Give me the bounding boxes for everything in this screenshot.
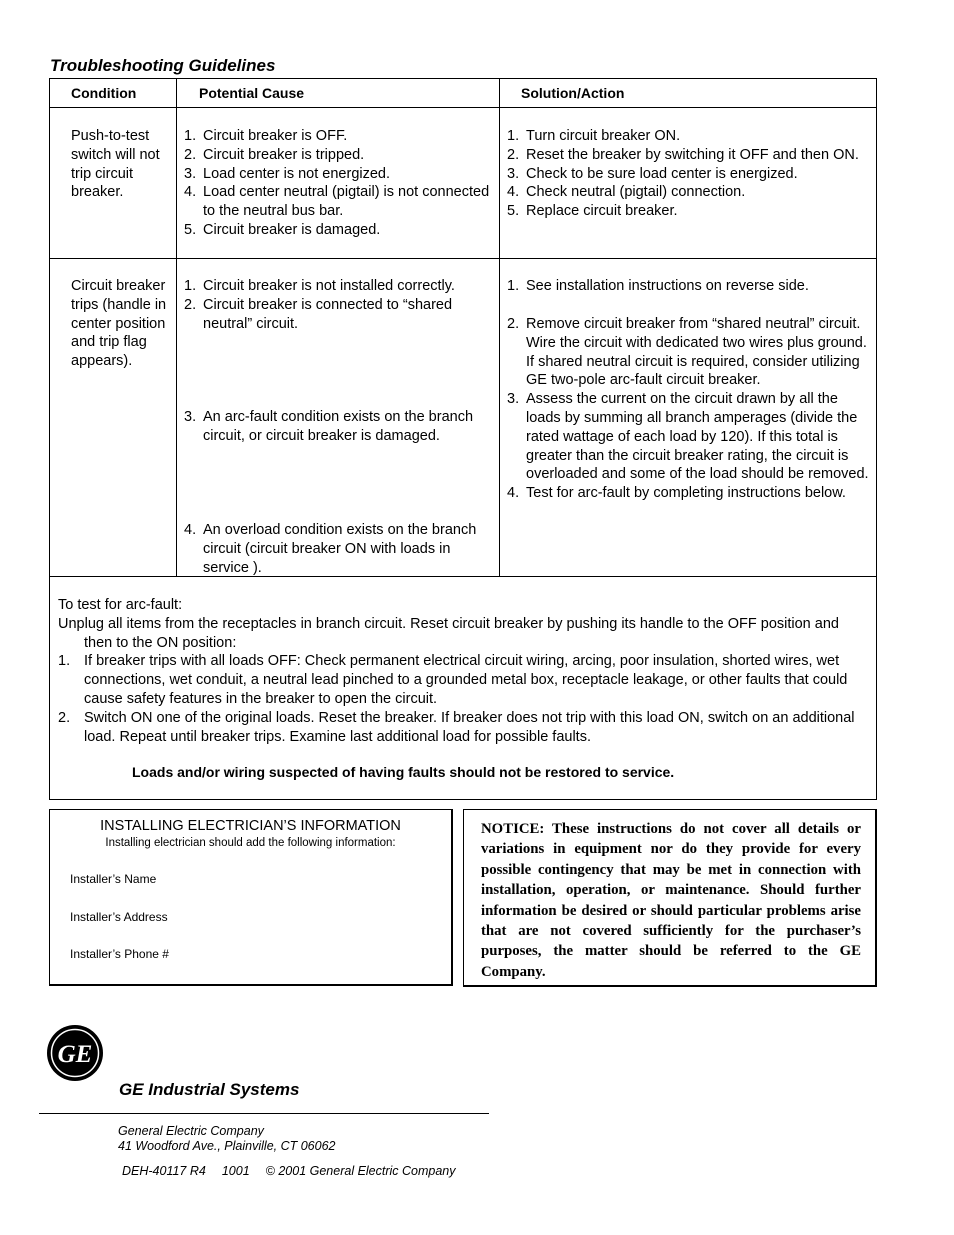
company-address: 41 Woodford Ave., Plainville, CT 06062 (118, 1139, 336, 1153)
document-info (122, 1164, 456, 1178)
header-divider (50, 107, 876, 108)
division-name: GE Industrial Systems (119, 1080, 300, 1099)
installer-name-label: Installer’s Name (70, 872, 157, 886)
installer-address-label: Installer’s Address (70, 910, 168, 924)
installer-phone-label: Installer’s Phone # (70, 947, 169, 961)
list-item: 1. See installation instructions on reverse side. (507, 278, 809, 294)
list-item: 3. Load center is not energized. (184, 165, 391, 182)
arc-fault-heading: To test for arc-fault: (58, 597, 183, 613)
notice-text: NOTICE: These instructions do not cover all details or variations in equipment nor do they provide for every possible contingency that may be met in connection with installation, operation, or maintenance. Should further information be desired or should particular problems arise that are not covered sufficiently for the purchaser’s purposes, the matter should be referred to the GE Company. (481, 821, 861, 980)
header-condition: Condition (71, 85, 137, 101)
list-item: 1. Circuit breaker is OFF. (184, 128, 348, 144)
header-potential-cause: Potential Cause (199, 85, 305, 101)
list-item: 4. Test for arc-fault by completing instructions below. (507, 485, 846, 502)
arc-fault-test-section (58, 596, 868, 746)
header-solution-action: Solution/Action (521, 85, 625, 101)
condition-cell: Circuit breaker trips (handle in center position and trip flag appears). (71, 278, 167, 370)
page-title: Troubleshooting Guidelines (50, 56, 276, 75)
list-item: 3. Assess the current on the circuit drawn by all the loads by summing all branch amperages (divide the rated wattage of each load by 120). If this total is greater than the circuit breaker rating, the circuit is overloaded and some of the load should be removed. (507, 391, 869, 483)
footer-divider (39, 1113, 489, 1114)
list-item: 4. Load center neutral (pigtail) is not connected to the neutral bus bar. (184, 184, 490, 220)
installer-info-box (49, 809, 453, 986)
list-item: 3. Check to be sure load center is energized. (507, 165, 798, 182)
ge-logo-text: GE (57, 1041, 93, 1068)
cause-cell (184, 127, 496, 240)
company-name: General Electric Company (118, 1124, 264, 1138)
condition-cell: Push-to-test switch will not trip circuit breaker. (71, 128, 160, 201)
list-item: 3. An arc-fault condition exists on the branch circuit, or circuit breaker is damaged. (184, 409, 474, 444)
list-item: 4. An overload condition exists on the branch circuit (circuit breaker ON with loads in service ). (184, 522, 477, 576)
notice-box (463, 809, 877, 987)
column-divider (176, 79, 177, 577)
cause-cell (184, 277, 496, 333)
list-item: 5. Circuit breaker is damaged. (184, 221, 381, 238)
list-item: 5. Replace circuit breaker. (507, 203, 678, 220)
list-item: 2. Circuit breaker is connected to “shared neutral” circuit. (184, 296, 453, 332)
arc-fault-intro: Unplug all items from the receptacles in branch circuit. Reset circuit breaker by pushing its handle to the OFF position and then to the ON position: (58, 615, 839, 651)
solution-cell (507, 127, 873, 221)
cause-cell (184, 408, 496, 446)
row-divider (50, 258, 876, 259)
installer-subheading: Installing electrician should add the following information: (105, 837, 396, 849)
copyright: © 2001 General Electric Company (265, 1164, 456, 1178)
solution-cell (507, 315, 873, 503)
troubleshooting-table: Condition Potential Cause Solution/Action Push-to-test switch will not trip circuit breaker. 1. Circuit breaker is OFF. 2. Circuit breaker is tripped. 3. Load center is not energized. 4. Load center neutral (pigtail) is not connected to the neutral bus bar. 5. Circuit breaker is damaged. 1. Turn circuit breaker ON. 2. Reset the breaker by switching it OFF and then ON. 3. Check to be sure load center is energized. 4. Check neutral (pigtail) connection. 5. Replace circuit breaker. Circuit breaker trips (handle in center position and trip flag appears). 1. Circuit breaker is not installed correctly. 2. Circuit breaker is connected to “shared neutral” circuit. 3. An arc-fault condition exists on the branch circuit, or circuit breaker is damaged. 4. An overload condition exists on the branch circuit (circuit breaker ON with loads in service ). 1. See installation instructions on reverse side. 2. Remove circuit breaker from “shared neutral” circuit. Wire the circuit with dedicated two wires plus ground. If shared neutral circuit is required, consider utilizing GE two-pole arc-fault circuit breaker. 3. Assess the current on the circuit drawn by all the loads by summing all branch amperages (divide the rated wattage of each load by 120). If this total is greater than the circuit breaker rating, the circuit is overloaded and some of the load should be removed. 4. Test for arc-fault by completing instructions below. To test for arc-fault: Unplug all items from the receptacles in branch circuit. Reset circuit breaker by pushing its handle to the OFF position and then to the ON position: 1. If breaker trips with all loads OFF: Check permanent electrical circuit wiring, arcing, poor insulation, shorted wires, wet connections, wet conduit, a neutral lead pinched to a grounded metal box, receptacle leakage, or other faults that could cause safety features in the breaker to open the circuit. 2. Switch ON one of the original loads. Reset the breaker. If breaker does not trip with this load ON, switch on an additional load. Repeat until breaker trips. Examine last additional load for possible faults. Loads and/or wiring suspected of having faults should not be restored to service. (49, 78, 877, 800)
cause-cell (184, 521, 496, 577)
list-item: 1. Circuit breaker is not installed correctly. (184, 278, 455, 294)
ge-logo (46, 1024, 104, 1082)
installer-heading: INSTALLING ELECTRICIAN’S INFORMATION (100, 818, 401, 834)
document-number: DEH-40117 R4 (122, 1164, 206, 1178)
list-item: 2. Remove circuit breaker from “shared neutral” circuit. Wire the circuit with dedicated two wires plus ground. If shared neutral circuit is required, consider utilizing GE two-pole arc-fault circuit breaker. (507, 316, 867, 389)
list-item: 1. Turn circuit breaker ON. (507, 128, 681, 144)
arc-fault-step: 1. If breaker trips with all loads OFF: Check permanent electrical circuit wiring, arcing, poor insulation, shorted wires, wet connections, wet conduit, a neutral lead pinched to a grounded metal box, receptacle leakage, or other faults that could cause safety features in the breaker to open the circuit. (58, 653, 848, 707)
list-item: 4. Check neutral (pigtail) connection. (507, 184, 746, 201)
list-item: 2. Reset the breaker by switching it OFF and then ON. (507, 146, 859, 163)
date-code: 1001 (221, 1164, 250, 1178)
arc-fault-step: 2. Switch ON one of the original loads. Reset the breaker. If breaker does not trip with this load ON, switch on an additional load. Repeat until breaker trips. Examine last additional load for possible faults. (58, 709, 855, 745)
solution-cell (507, 277, 873, 296)
list-item: 2. Circuit breaker is tripped. (184, 146, 365, 163)
column-divider (499, 79, 500, 577)
